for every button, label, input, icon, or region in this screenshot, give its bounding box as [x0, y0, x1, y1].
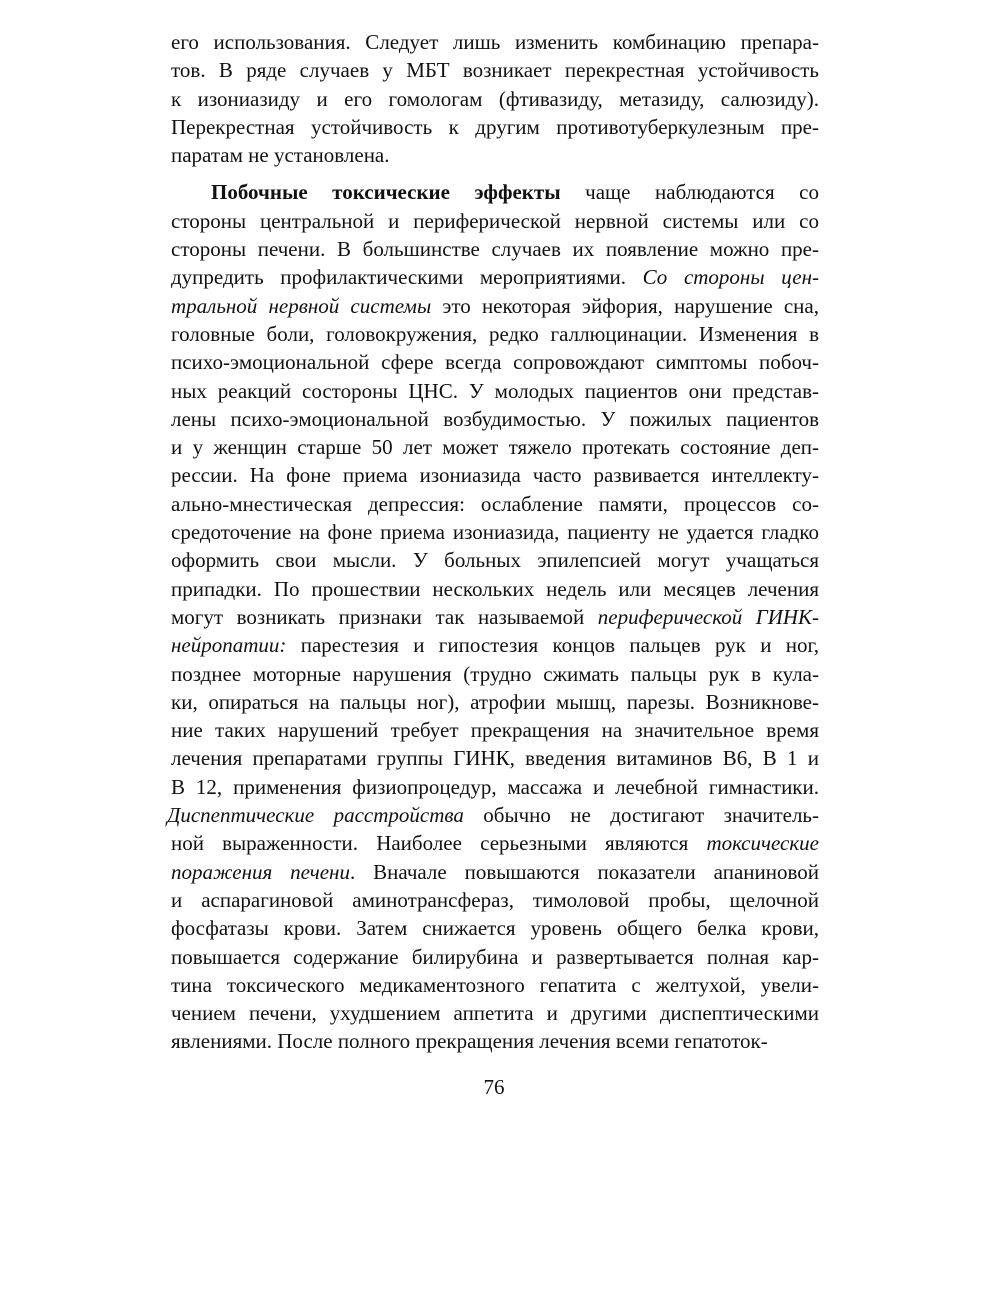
line-text: ние таких нарушений требует прекращения на значительное время — [171, 718, 819, 743]
line-text: тина токсического медикаментозного гепатита с желтухой, увели- — [171, 972, 819, 997]
text-line — [171, 405, 819, 433]
bold-term: Побочные токсические эффекты — [211, 180, 561, 205]
paragraph-side-effects — [167, 178, 819, 1055]
text-line — [171, 744, 819, 772]
line-text: ных реакций состороны ЦНС. У молодых пациентов они представ- — [171, 378, 819, 403]
line-text: лены психо-эмоциональной возбудимостью. У пожилых пациентов — [171, 406, 819, 431]
text-line — [171, 858, 819, 886]
text-line — [171, 631, 819, 659]
line-text: его использования. Следует лишь изменить комбинацию препара- — [171, 30, 819, 54]
text-line — [171, 292, 819, 320]
italic-term: Со стороны цен- — [642, 265, 819, 290]
text-line — [171, 490, 819, 518]
italic-term: Диспептические расстройства — [167, 803, 464, 828]
line-text: психо-эмоциональной сфере всегда сопровождают симптомы побоч- — [171, 350, 819, 375]
line-text: чаще наблюдаются со — [560, 180, 819, 205]
line-text: и аспарагиновой аминотрансфераз, тимоловой пробы, щелочной — [171, 887, 819, 912]
line-text: Перекрестная устойчивость к другим противотуберкулезным пре- — [171, 114, 819, 139]
text-line — [171, 603, 819, 631]
text-line — [171, 320, 819, 348]
text-line — [171, 773, 819, 801]
italic-term: тральной нервной системы — [171, 293, 432, 318]
line-text: головные боли, головокружения, редко галлюцинации. Изменения в — [171, 321, 819, 346]
text-line — [171, 660, 819, 688]
text-line — [171, 546, 819, 574]
line-text: дупредить профилактическими мероприятиями. — [171, 265, 643, 290]
text-line — [171, 377, 819, 405]
line-text: парестезия и гипостезия концов пальцев рук и ног, — [286, 633, 819, 658]
line-text: обычно не достигают значитель- — [463, 803, 819, 828]
text-line — [171, 688, 819, 716]
text-line — [171, 56, 819, 84]
line-text: оформить свои мысли. У больных эпилепсией могут учащаться — [171, 548, 819, 573]
line-text: средоточение на фоне приема изониазида, пациенту не удается гладко — [171, 520, 819, 545]
text-line — [171, 886, 819, 914]
line-text: явлениями. После полного прекращения лечения всеми гепатоток- — [171, 1029, 768, 1054]
line-text: это некоторая эйфория, нарушение сна, — [431, 293, 819, 318]
paragraph-cross-resistance — [171, 28, 819, 169]
line-text: повышается содержание билирубина и развертывается полная кар- — [171, 944, 819, 969]
text-line — [171, 207, 819, 235]
line-text: тов. В ряде случаев у МБТ возникает перекрестная устойчивость — [171, 58, 819, 83]
text-line — [171, 575, 819, 603]
text-line — [171, 829, 819, 857]
line-text: В 12, применения физиопроцедур, массажа и лечебной гимнастики. — [171, 774, 819, 799]
text-line — [171, 263, 819, 291]
text-line — [171, 178, 819, 206]
line-text: фосфатазы крови. Затем снижается уровень общего белка крови, — [171, 916, 819, 941]
line-text: паратам не установлена. — [171, 143, 390, 168]
text-line — [171, 113, 819, 141]
text-line — [171, 141, 819, 169]
text-line — [171, 999, 819, 1027]
text-line — [171, 28, 819, 56]
line-text: рессии. На фоне приема изониазида часто развивается интеллекту- — [171, 463, 819, 488]
line-text: . Вначале повышаются показатели апаниновой — [349, 859, 819, 884]
text-line — [171, 348, 819, 376]
line-text: позднее моторные нарушения (трудно сжимать пальцы рук в кула- — [171, 661, 819, 686]
italic-term: поражения печени — [171, 859, 350, 884]
text-line — [171, 518, 819, 546]
italic-term: токсические — [706, 831, 819, 856]
text-line — [171, 971, 819, 999]
paragraph-gap — [171, 169, 819, 178]
line-text: чением печени, ухудшением аппетита и другими диспептическими — [171, 1001, 819, 1026]
text-line — [171, 943, 819, 971]
line-text: ально-мнестическая депрессия: ослабление памяти, процессов со- — [171, 491, 819, 516]
line-text: стороны центральной и периферической нервной системы или со — [171, 208, 819, 233]
body-text — [167, 28, 819, 1056]
line-text: припадки. По прошествии нескольких недель или месяцев лечения — [171, 576, 819, 601]
text-line — [171, 716, 819, 744]
line-text: стороны печени. В большинстве случаев их появление можно пре- — [171, 237, 819, 262]
line-text: и у женщин старше 50 лет может тяжело протекать состояние деп- — [171, 435, 819, 460]
page-number: 76 — [483, 1075, 505, 1099]
text-line — [171, 914, 819, 942]
line-text: ки, опираться на пальцы ног), атрофии мышц, парезы. Возникнове- — [171, 689, 819, 714]
text-line — [171, 461, 819, 489]
text-line — [171, 235, 819, 263]
italic-term: нейропатии: — [171, 633, 287, 658]
line-text: лечения препаратами группы ГИНК, введения витаминов В6, В 1 и — [171, 746, 819, 771]
line-text: ной выраженности. Наиболее серьезными являются — [171, 831, 707, 856]
italic-term: периферической ГИНК- — [597, 604, 819, 629]
text-line — [171, 1027, 819, 1055]
text-line — [167, 801, 819, 829]
line-text: к изониазиду и его гомологам (фтивазиду, метазиду, салюзиду). — [171, 86, 819, 111]
text-line — [171, 433, 819, 461]
text-line — [171, 85, 819, 113]
line-text: могут возникать признаки так называемой — [171, 604, 598, 629]
